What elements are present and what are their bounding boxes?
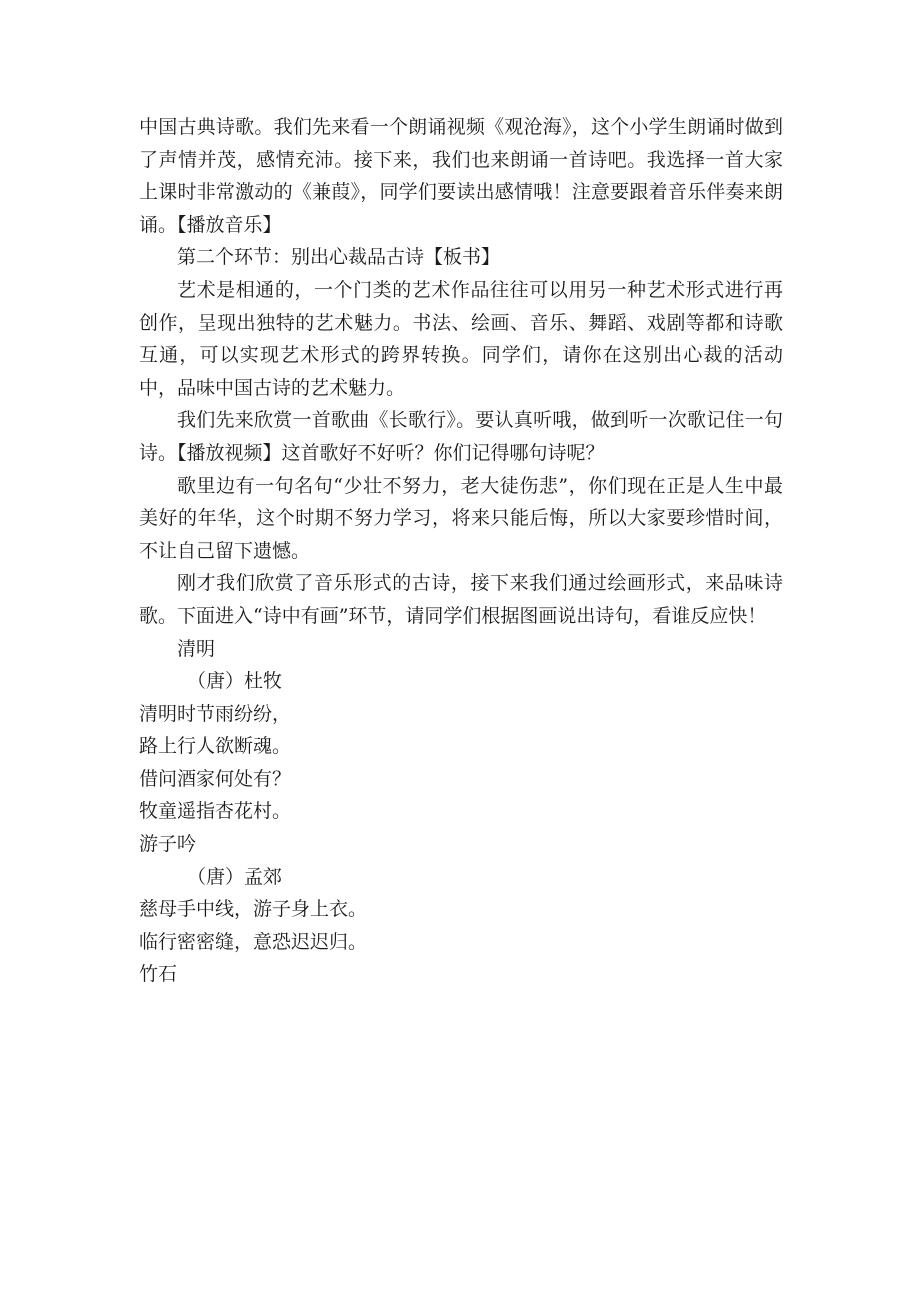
paragraph-recitation: 中国古典诗歌。我们先来看一个朗诵视频《观沧海》，这个小学生朗诵时做到了声情并茂，感情充沛。接下来，我们也来朗诵一首诗吧。我选择一首大家上课时非常激动的《兼葭》，同学们要读出感情哦！注意要跟着音乐伴奏来朗诵。【播放音乐】	[139, 116, 783, 236]
section-heading: 第二个环节：别出心裁品古诗【板书】	[177, 246, 501, 269]
poem-title: 清明	[177, 637, 216, 660]
poem-author: （唐）杜牧	[187, 670, 283, 693]
poem-title-zhushi: 竹石	[139, 963, 178, 986]
paragraph-song: 我们先来欣赏一首歌曲《长歌行》。要认真听哦，做到听一次歌记住一句诗。【播放视频】这首歌好不好听？你们记得哪句诗呢？	[139, 409, 783, 464]
poem-author: （唐）孟郊	[187, 865, 283, 888]
poem-line: 慈母手中线，游子身上衣。	[139, 898, 368, 921]
poem-line: 临行密密缝，意恐迟迟归。	[139, 930, 368, 953]
paragraph-art: 艺术是相通的，一个门类的艺术作品往往可以用另一种艺术形式进行再创作，呈现出独特的艺术魅力。书法、绘画、音乐、舞蹈、戏剧等都和诗歌互通，可以实现艺术形式的跨界转换。同学们，请你在这别出心裁的活动中，品味中国古诗的艺术魅力。	[139, 278, 783, 399]
poem-youziyin	[139, 828, 783, 958]
poem-line: 清明时节雨纷纷，	[139, 702, 292, 725]
poem-title: 游子吟	[139, 833, 197, 856]
poem-line: 路上行人欲断魂。	[139, 735, 292, 758]
poem-line: 借问酒家何处有？	[139, 767, 292, 790]
paragraph-painting: 刚才我们欣赏了音乐形式的古诗，接下来我们通过绘画形式，来品味诗歌。下面进入“诗中有画”环节，请同学们根据图画说出诗句，看谁反应快！	[139, 572, 783, 627]
poem-qingming	[139, 633, 783, 829]
paragraph-famous-line: 歌里边有一句名句“少壮不努力，老大徒伤悲”，你们现在正是人生中最美好的年华，这个时期不努力学习，将来只能后悔，所以大家要珍惜时间，不让自己留下遗憾。	[139, 474, 783, 562]
document-body	[139, 111, 783, 991]
poem-line: 牧童遥指杏花村。	[139, 800, 292, 823]
